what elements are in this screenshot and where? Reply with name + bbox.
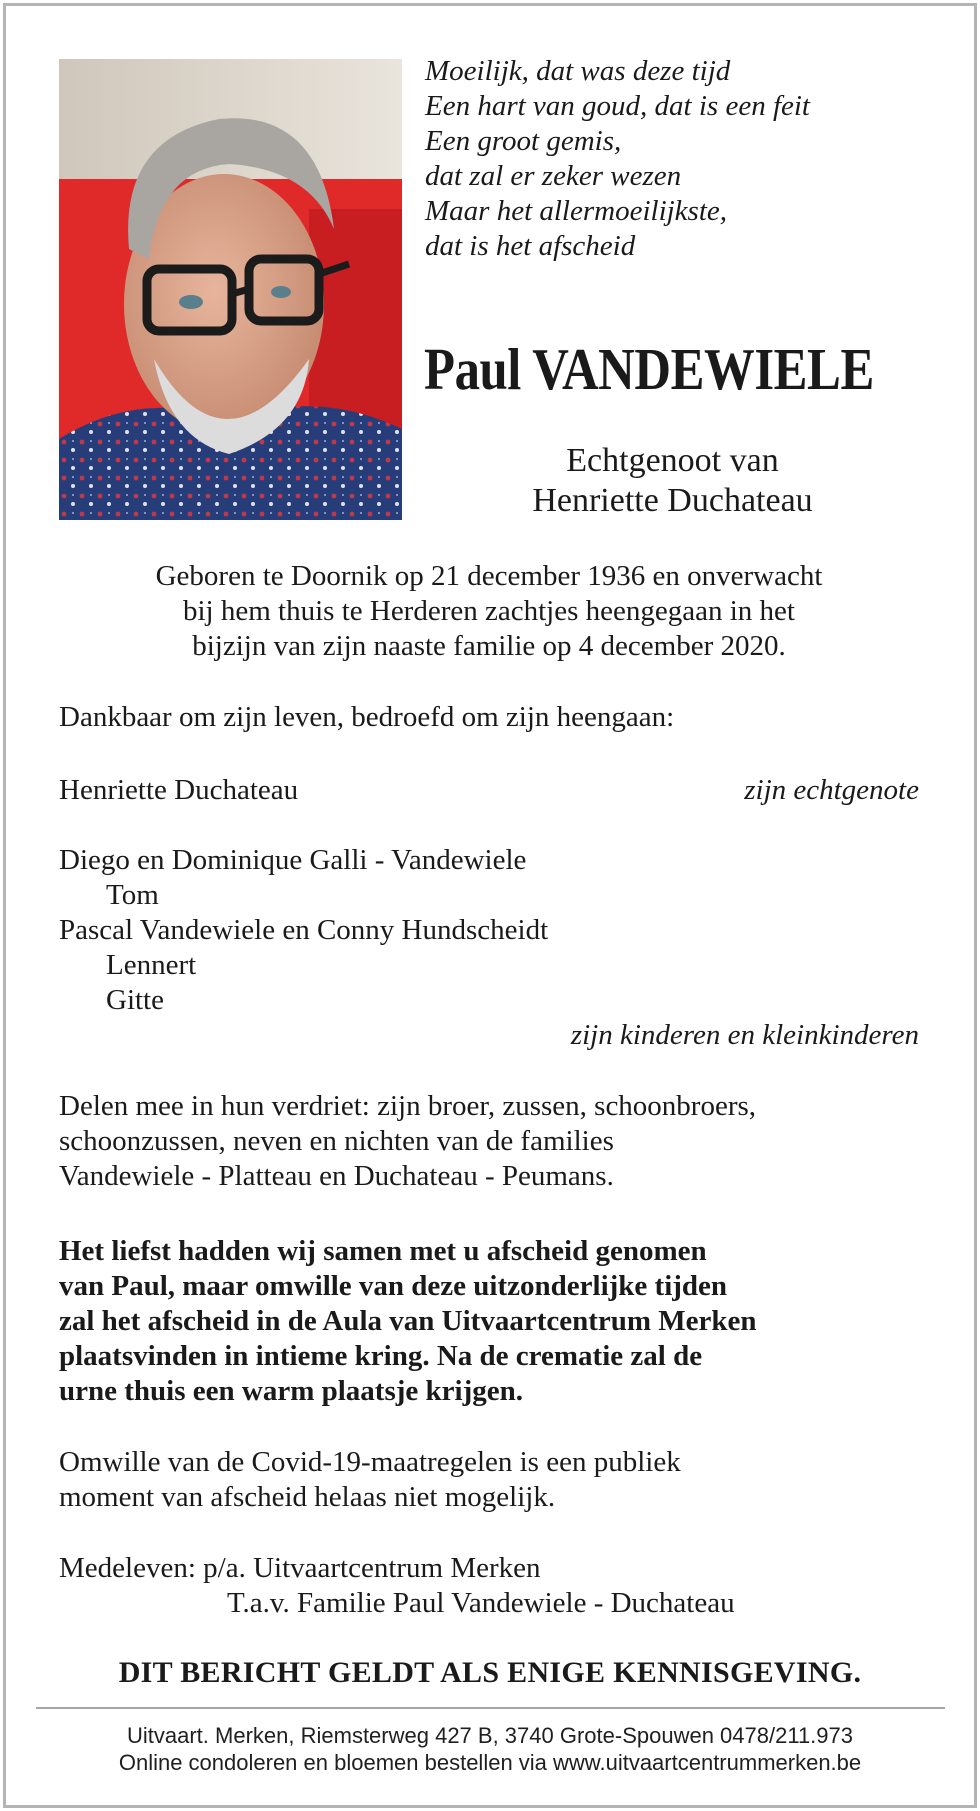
poem-line: Een groot gemis, <box>425 125 622 157</box>
family-member: Diego en Dominique Galli - Vandewiele <box>59 844 527 876</box>
condolence-line: T.a.v. Familie Paul Vandewiele - Duchateau <box>227 1587 735 1619</box>
spouse-line: Echtgenoot van <box>566 442 779 479</box>
family-spouse-role: zijn echtgenote <box>744 774 919 806</box>
family-spouse-name: Henriette Duchateau <box>59 774 299 806</box>
children-list <box>59 843 919 1053</box>
birth-death-line: bijzijn van zijn naaste familie op 4 december 2020. <box>192 630 786 662</box>
poem-line: Moeilijk, dat was deze tijd <box>425 55 731 87</box>
share-grief-line: Vandewiele - Platteau en Duchateau - Peumans. <box>59 1160 614 1192</box>
official-notice: DIT BERICHT GELDT ALS ENIGE KENNISGEVING. <box>118 1656 862 1689</box>
family-member: Tom <box>106 879 159 911</box>
poem-line: Maar het allermoeilijkste, <box>425 195 728 227</box>
poem-line: dat zal er zeker wezen <box>425 160 682 192</box>
birth-death-line: bij hem thuis te Herderen zachtjes heengegaan in het <box>183 595 795 627</box>
share-grief-line: Delen mee in hun verdriet: zijn broer, zussen, schoonbroers, <box>59 1090 757 1122</box>
family-member: Lennert <box>106 949 197 981</box>
poem-line: dat is het afscheid <box>425 230 636 262</box>
footer-website: Online condoleren en bloemen bestellen via www.uitvaartcentrummerken.be <box>118 1750 862 1775</box>
covid-paragraph <box>59 1445 919 1515</box>
farewell-line: Het liefst hadden wij samen met u afscheid genomen <box>59 1235 707 1267</box>
deceased-name: Paul VANDEWIELE <box>424 336 874 402</box>
children-role: zijn kinderen en kleinkinderen <box>570 1019 919 1051</box>
footer-divider <box>36 1707 945 1709</box>
birth-death-paragraph <box>59 559 919 664</box>
portrait-illustration <box>59 59 402 520</box>
share-grief-paragraph <box>59 1089 919 1194</box>
condolence-line: Medeleven: p/a. Uitvaartcentrum Merken <box>59 1552 541 1584</box>
share-grief-line: schoonzussen, neven en nichten van de families <box>59 1125 614 1157</box>
spouse-family-row <box>59 773 919 808</box>
footer <box>0 1722 980 1776</box>
covid-line: moment van afscheid helaas niet mogelijk. <box>59 1481 556 1513</box>
grateful-line: Dankbaar om zijn leven, bedroefd om zijn heengaan: <box>59 701 675 733</box>
farewell-line: urne thuis een warm plaatsje krijgen. <box>59 1375 523 1407</box>
covid-line: Omwille van de Covid-19-maatregelen is een publiek <box>59 1446 681 1478</box>
poem-line: Een hart van goud, dat is een feit <box>425 90 810 122</box>
farewell-line: zal het afscheid in de Aula van Uitvaartcentrum Merken <box>59 1305 757 1337</box>
portrait-photo <box>59 59 402 520</box>
farewell-paragraph <box>59 1234 919 1409</box>
spouse-of <box>425 441 920 521</box>
family-member: Pascal Vandewiele en Conny Hundscheidt <box>59 914 549 946</box>
spouse-line: Henriette Duchateau <box>532 482 813 519</box>
condolence-address <box>59 1551 919 1621</box>
farewell-line: plaatsvinden in intieme kring. Na de crematie zal de <box>59 1340 703 1372</box>
birth-death-line: Geboren te Doornik op 21 december 1936 en onverwacht <box>155 560 823 592</box>
memorial-poem <box>425 54 810 264</box>
family-member: Gitte <box>106 984 164 1016</box>
footer-address: Uitvaart. Merken, Riemsterweg 427 B, 3740 Grote-Spouwen 0478/211.973 <box>127 1723 853 1748</box>
farewell-line: van Paul, maar omwille van deze uitzonderlijke tijden <box>59 1270 728 1302</box>
